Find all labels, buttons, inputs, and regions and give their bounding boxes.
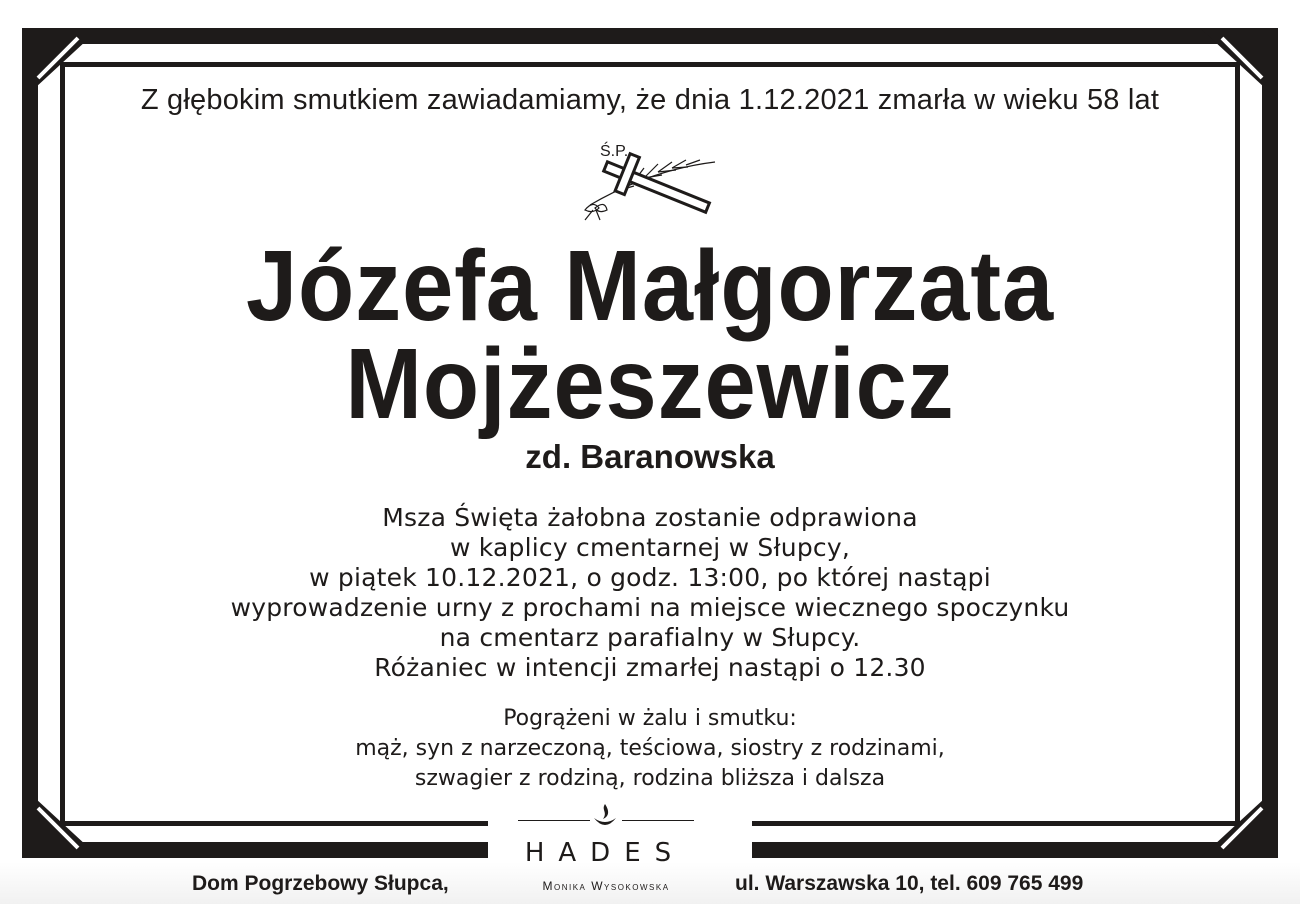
brand-owner: Monika Wysokowska [542,879,670,893]
announcement-intro: Z głębokim smutkiem zawiadamiamy, że dnia 1.12.2021 zmarła w wieku 58 lat [140,84,1160,116]
maiden-name: zd. Baranowska [525,438,775,475]
mass-info-line: w kaplicy cmentarnej w Słupcy, [450,533,850,562]
logo-rule-right [622,820,694,821]
mass-info-line: w piątek 10.12.2021, o godz. 13:00, po której nastąpi [309,563,991,592]
deceased-surname: Mojżeszewicz [345,328,955,440]
mass-info-line: wyprowadzenie urny z prochami na miejsce wiecznego spoczynku [230,593,1070,622]
mass-info-line: Różaniec w intencji zmarłej nastąpi o 12.30 [374,653,926,682]
brand-logo: HADES [524,838,686,868]
flame-icon [590,800,620,832]
mass-info-line: na cmentarz parafialny w Słupcy. [439,623,861,652]
deceased-first-names: Józefa Małgorzata [245,230,1055,342]
sp-label: Ś.P. [600,143,629,160]
logo-rule-left [518,820,590,821]
funeral-home-contact: ul. Warszawska 10, tel. 609 765 499 [735,872,1084,895]
mass-info-line: Msza Święta żałobna zostanie odprawiona [382,503,918,532]
mourners-line: mąż, syn z narzeczoną, teściowa, siostry z rodzinami, [355,736,945,761]
mourners-heading: Pogrążeni w żalu i smutku: [503,706,797,731]
mourners-line: szwagier z rodziną, rodzina bliższa i dalsza [414,766,886,791]
cross-with-palm-icon [560,150,720,222]
funeral-home-name: Dom Pogrzebowy Słupca, [192,872,449,895]
